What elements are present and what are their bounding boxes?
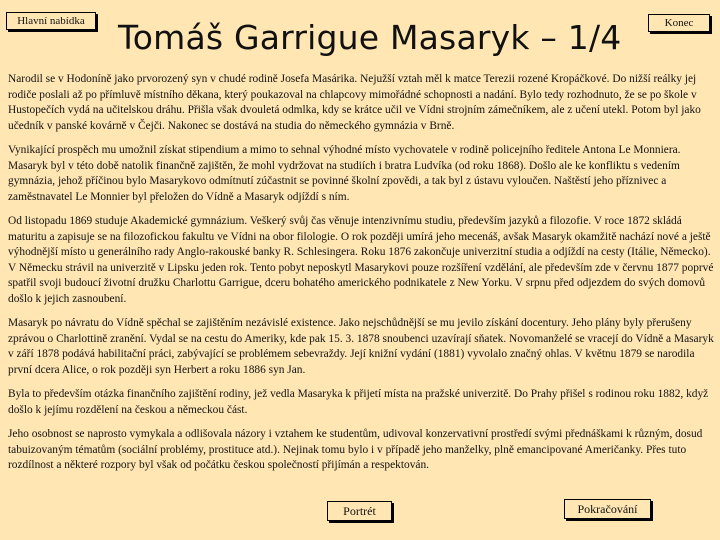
paragraph: Vynikající prospěch mu umožnil získat stipendium a mimo to sehnal výhodné místo vychovatele v rodině policejního ředitele Antona Le Monniera. Masaryk byl v této době natolik finančně zajištěn, že mohl vydržovat na studiích i bratra Ludvíka (od roku 1868). Došlo ale ke konfliktu s vedením gymnázia, jehož příčinou bylo Masarykovo odmítnutí zúčastnit se povinné školní zpovědi, a tak byl z ústavu vyloučen. Naštěstí jeho příznivec a zaměstnavatel Le Monnier byl přeložen do Vídně a Masaryk odjíždí s ním. xyxy=(8,144,681,203)
article-body xyxy=(8,72,714,483)
next-button[interactable]: Pokračování xyxy=(564,499,651,519)
end-button[interactable]: Konec xyxy=(648,14,710,32)
paragraph: Masaryk po návratu do Vídně spěchal se zajištěním nezávislé existence. Jako nejschůdnější se mu jevilo získání docentury. Jeho plány byly přerušeny zprávou o Charlottině zranění. Vydal se na cestu do Ameriky, kde pak 15. 3. 1878 snoubenci uzavírají sňatek. Novomanželé se vracejí do Vídně a Masaryk v září 1878 podává habilitační práci, zabývající se problémem sebevraždy. Její knižní vydání (1881) vyvolalo značný ohlas. V květnu 1879 se narodila první dcera Alice, o rok později syn Herbert a roku 1886 syn Jan. xyxy=(8,317,714,376)
page-title: Tomáš Garrigue Masaryk – 1/4 xyxy=(118,18,622,57)
paragraph: Narodil se v Hodoníně jako prvorozený syn v chudé rodině Josefa Masárika. Nejužší vztah měl k matce Terezii rozené Kropáčkové. Do nižší reálky jej rodiče poslali až po přímluvě místního děkana, který poukazoval na chlapcovy mimořádné schopnosti a nadání. Bylo tedy rozhodnuto, že se po škole v Hustopečích vydá na učitelskou dráhu. Přišla však dvouletá odmlka, kdy se krátce učil ve Vídni strojním zámečníkem, ale z učení utekl. Potom byl jako učedník v panské kovárně v Čejči. Nakonec se dostává na studia do německého gymnázia v Brně. xyxy=(8,73,701,132)
paragraph: Jeho osobnost se naprosto vymykala a odlišovala názory i vztahem ke studentům, udivoval konzervativní prostředí svými přednáškami k různým, dosud tabuizovaným tématům (sociální problémy, prostituce atd.). Nejinak tomu bylo i v případě jeho manželky, plně emancipované Američanky. Přes tuto rozdílnost a některé rozpory byl však od počátku českou společností přijímán a respektován. xyxy=(8,428,703,471)
main-menu-button[interactable]: Hlavní nabídka xyxy=(6,12,96,30)
portrait-button[interactable]: Portrét xyxy=(327,501,392,521)
paragraph: Od listopadu 1869 studuje Akademické gymnázium. Veškerý svůj čas věnuje intenzivnímu studiu, především jazyků a filozofie. V roce 1872 skládá maturitu a zapisuje se na filozofickou fakultu ve Vídni na obor filologie. O rok později umírá jeho mecenáš, avšak Masaryk okamžitě nachází nové a ještě výhodnější místo u generálního rady Anglo-rakouské banky R. Schlesingera. Roku 1876 zakončuje univerzitní studia a odjíždí na cesty (Itálie, Německo). V Německu strávil na univerzitě v Lipsku jeden rok. Tento pobyt neposkytl Masarykovi pouze rozšíření vzdělání, ale především zde v červnu 1877 poprvé spatřil svoji budoucí životní družku Charlottu Garrigue, dceru bohatého amerického podnikatele z New Yorku. V srpnu před odjezdem do svých domovů došlo k jejich zasnoubení. xyxy=(8,215,714,305)
paragraph: Byla to především otázka finančního zajištění rodiny, jež vedla Masaryka k přijetí místa na pražské univerzitě. Do Prahy přišel s rodinou roku 1882, když došlo k jejímu rozdělení na českou a německou část. xyxy=(8,388,709,416)
